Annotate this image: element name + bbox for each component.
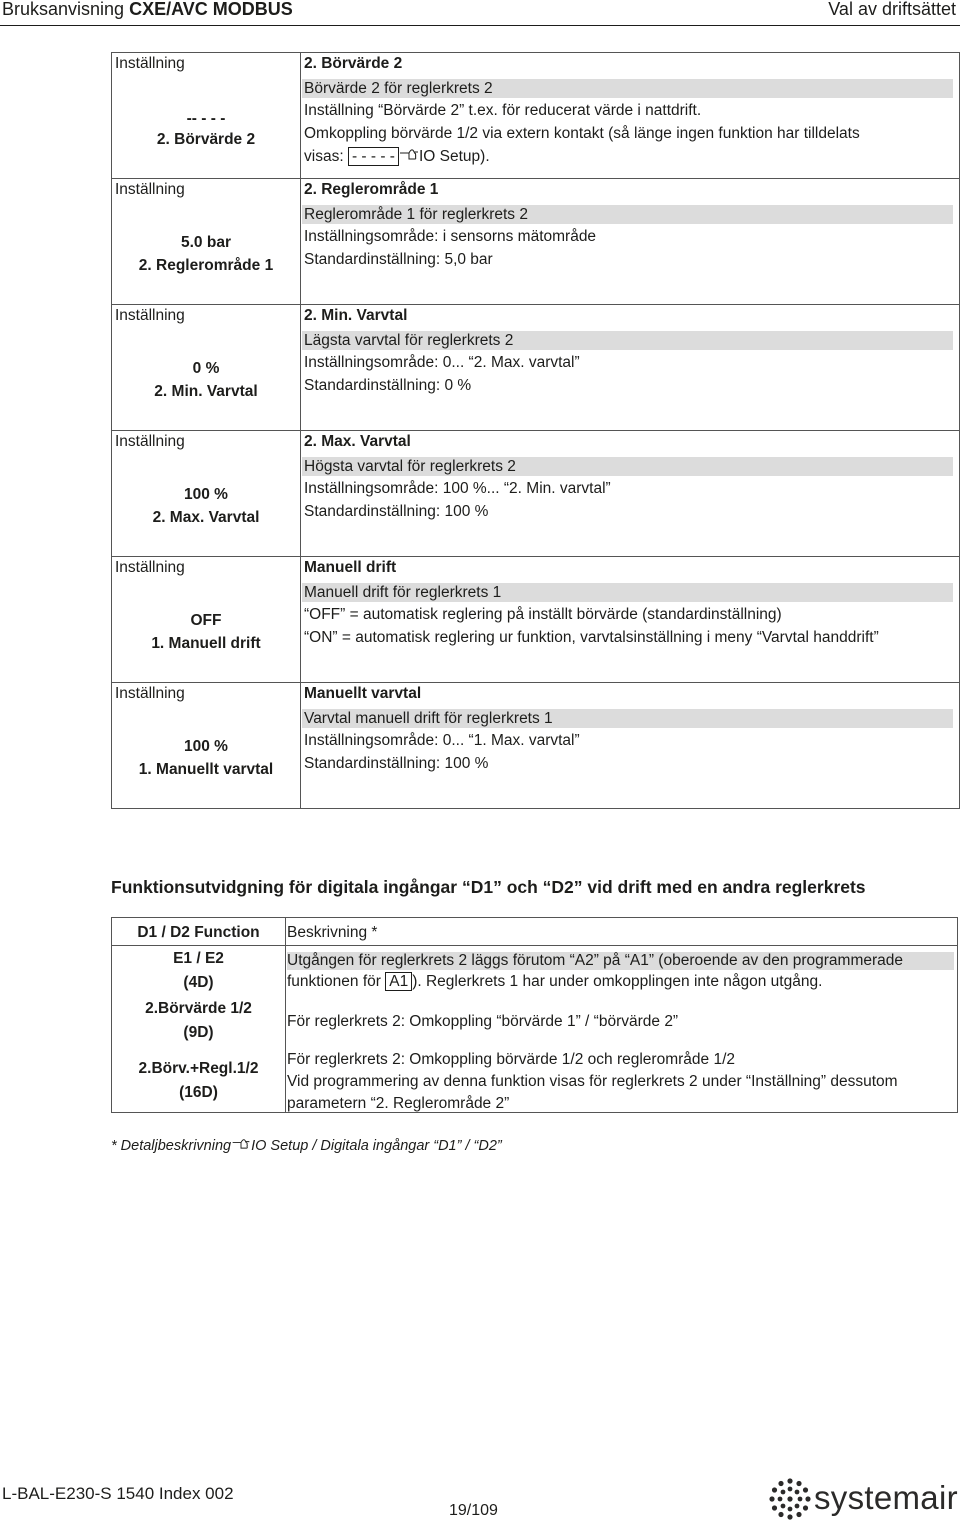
setting-title: 2. Börvärde 2: [304, 55, 403, 72]
setting-desc-line: Inställningsområde: 0... “2. Max. varvtal”: [304, 354, 580, 371]
digital-inputs-table: [111, 917, 958, 1113]
setting-value: 0 %: [192, 360, 220, 377]
setting-highlight: Manuell drift för reglerkrets 1: [302, 583, 953, 602]
header-rule: [0, 25, 960, 26]
settings-panel: [111, 52, 960, 809]
setting-value: -- - - -: [186, 110, 226, 127]
setting-desc-line: “ON” = automatisk reglering ur funktion, varvtalsinställning i meny “Varvtal handdrift”: [304, 629, 879, 646]
setting-highlight: Varvtal manuell drift för reglerkrets 1: [302, 709, 953, 728]
description-line: För reglerkrets 2: Omkoppling börvärde 1/2 och reglerområde 1/2: [287, 1051, 735, 1068]
column-header-description: Beskrivning *: [287, 924, 378, 941]
setting-highlight: Reglerområde 1 för reglerkrets 2: [302, 205, 953, 224]
section-heading: Funktionsutvidgning för digitala ingångar “D1” och “D2” vid drift med en andra reglerkrets: [111, 877, 866, 897]
description-line: parametern “2. Reglerområde 2”: [287, 1095, 510, 1112]
setting-label: Inställning: [115, 55, 185, 72]
function-name: 2.Börv.+Regl.1/2: [138, 1060, 259, 1077]
description-line: Utgången för reglerkrets 2 läggs förutom “A2” på “A1” (oberoende av den programmerade: [287, 952, 954, 970]
setting-name: 1. Manuellt varvtal: [138, 761, 274, 778]
display-box: - - - - -: [348, 147, 399, 166]
setting-highlight: Högsta varvtal för reglerkrets 2: [302, 457, 953, 476]
logo-dots-icon: [768, 1477, 812, 1521]
setting-name: 2. Börvärde 2: [156, 131, 256, 148]
setting-name: 2. Max. Varvtal: [152, 509, 260, 526]
table-header-row: [112, 918, 957, 946]
setting-value: OFF: [190, 612, 222, 629]
setting-title: Manuellt varvtal: [304, 685, 422, 702]
logo-text: systemair: [814, 1479, 958, 1516]
setting-desc-line: Inställning “Börvärde 2” t.ex. för reducerat värde i nattdrift.: [304, 102, 702, 119]
setting-name: 1. Manuell drift: [151, 635, 261, 652]
setting-highlight: Börvärde 2 för reglerkrets 2: [302, 79, 953, 98]
function-code: (4D): [183, 974, 214, 991]
section-title: Val av driftsättet: [828, 0, 956, 19]
description-line: funktionen för A1 ). Reglerkrets 1 har under omkopplingen inte någon utgång.: [287, 973, 823, 990]
setting-min-varvtal: [112, 304, 959, 431]
setting-manuellt-varvtal: [112, 682, 959, 809]
setting-desc-line: Standardinställning: 100 %: [304, 755, 489, 772]
setting-desc-line: Standardinställning: 5,0 bar: [304, 251, 493, 268]
setting-desc-line: Standardinställning: 100 %: [304, 503, 489, 520]
pointing-hand-icon: [231, 1137, 251, 1150]
document-id: L-BAL-E230-S 1540 Index 002: [2, 1484, 234, 1503]
setting-value: 100 %: [184, 738, 228, 755]
setting-label: Inställning: [115, 181, 185, 198]
manual-title: Bruksanvisning CXE/AVC MODBUS: [2, 0, 293, 19]
footnote: * Detaljbeskrivning IO Setup / Digitala ingångar “D1” / “D2”: [111, 1138, 502, 1154]
setting-value: 100 %: [184, 486, 228, 503]
setting-label: Inställning: [115, 559, 185, 576]
function-name: E1 / E2: [173, 950, 224, 967]
description-line: Vid programmering av denna funktion visas för reglerkrets 2 under “Inställning” dessutom: [287, 1073, 898, 1090]
setting-title: 2. Min. Varvtal: [304, 307, 408, 324]
setting-label: Inställning: [115, 433, 185, 450]
setting-title: 2. Reglerområde 1: [304, 181, 439, 198]
column-header-function: D1 / D2 Function: [137, 924, 260, 941]
setting-max-varvtal: [112, 430, 959, 557]
setting-desc-line: Inställningsområde: 0... “1. Max. varvtal”: [304, 732, 580, 749]
setting-highlight: Lägsta varvtal för reglerkrets 2: [302, 331, 953, 350]
description-line: För reglerkrets 2: Omkoppling “börvärde 1” / “börvärde 2”: [287, 1013, 679, 1030]
function-code: (9D): [183, 1024, 214, 1041]
setting-visas-line: visas: - - - - - IO Setup).: [304, 148, 490, 165]
systemair-logo: [768, 1476, 958, 1522]
function-code: (16D): [179, 1084, 218, 1101]
setting-title: 2. Max. Varvtal: [304, 433, 411, 450]
setting-desc-line: Inställningsområde: 100 %... “2. Min. varvtal”: [304, 480, 611, 497]
setting-value: 5.0 bar: [181, 234, 231, 251]
setting-manuell-drift: [112, 556, 959, 683]
setting-desc-line: Inställningsområde: i sensorns mätområde: [304, 228, 597, 245]
setting-desc-line: “OFF” = automatisk reglering på inställt börvärde (standardinställning): [304, 606, 782, 623]
function-name: 2.Börvärde 1/2: [145, 1000, 252, 1017]
setting-desc-line: Omkoppling börvärde 1/2 via extern kontakt (så länge ingen funktion har tilldelats: [304, 125, 860, 142]
setting-label: Inställning: [115, 307, 185, 324]
setting-name: 2. Min. Varvtal: [154, 383, 258, 400]
setting-name: 2. Reglerområde 1: [138, 257, 274, 274]
setting-label: Inställning: [115, 685, 185, 702]
page-number: 19/109: [449, 1502, 498, 1519]
output-box: A1: [385, 972, 412, 991]
setting-borvarde-2: [112, 52, 959, 179]
setting-title: Manuell drift: [304, 559, 397, 576]
setting-reglerområde-1: [112, 178, 959, 305]
setting-desc-line: Standardinställning: 0 %: [304, 377, 472, 394]
pointing-hand-icon: [399, 147, 419, 161]
